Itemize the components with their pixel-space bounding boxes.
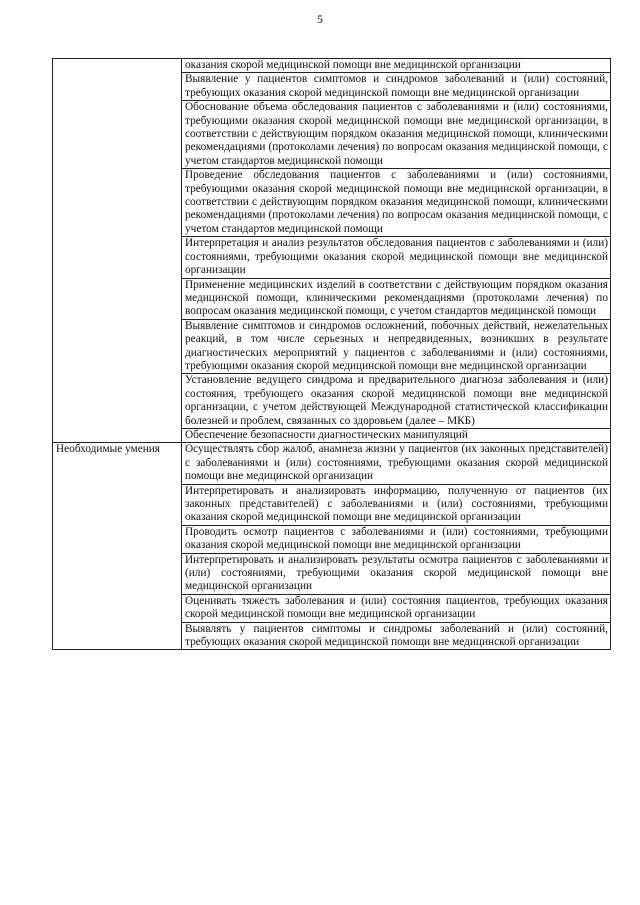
table-cell: оказания скорой медицинской помощи вне медицинской организации <box>182 59 611 73</box>
row-label-cell <box>53 59 182 443</box>
table-cell: Осуществлять сбор жалоб, анамнеза жизни у пациентов (их законных представителей) с заболеваниями и (или) состояниями, требующими оказания скорой медицинской помощи вне медицинской организации <box>182 443 611 484</box>
page-number: 5 <box>317 14 323 26</box>
table-row <box>53 59 611 73</box>
competency-table <box>52 58 611 650</box>
table-cell: Применение медицинских изделий в соответствии с действующим порядком оказания медицинской помощи, клиническими рекомендациями (протоколами лечения) по вопросам оказания медицинской помощи, с учетом стандартов медицинской помощи <box>182 278 611 319</box>
table-cell: Обоснование объема обследования пациентов с заболеваниями и (или) состояниями, требующими оказания скорой медицинской помощи вне медицинской организации, в соответствии с действующим порядком оказания медицинской помощи, клиническими рекомендациями (протоколами лечения) по вопросам оказания медицинской помощи, с учетом стандартов медицинской помощи <box>182 101 611 169</box>
table-cell: Обеспечение безопасности диагностических манипуляций <box>182 428 611 442</box>
table-cell: Проведение обследования пациентов с заболеваниями и (или) состояниями, требующими оказания скорой медицинской помощи вне медицинской организации, в соответствии с действующим порядком оказания медицинской помощи, клиническими рекомендациями (протоколами лечения) по вопросам оказания медицинской помощи, с учетом стандартов медицинской помощи <box>182 169 611 237</box>
table-cell: Проводить осмотр пациентов с заболеваниями и (или) состояниями, требующими оказания скорой медицинской помощи вне медицинской организации <box>182 525 611 553</box>
table-cell: Выявлять у пациентов симптомы и синдромы заболеваний и (или) состояний, требующих оказания скорой медицинской помощи вне медицинской организации <box>182 622 611 650</box>
competency-table-body <box>53 59 611 650</box>
table-cell: Выявление у пациентов симптомов и синдромов заболеваний и (или) состояний, требующих оказания скорой медицинской помощи вне медицинской организации <box>182 73 611 101</box>
table-cell: Выявление симптомов и синдромов осложнений, побочных действий, нежелательных реакций, в том числе серьезных и непредвиденных, возникших в результате диагностических мероприятий у пациентов с заболеваниями и (или) состояниями, требующими оказания скорой медицинской помощи вне медицинской организации <box>182 319 611 374</box>
table-row <box>53 443 611 484</box>
table-cell: Установление ведущего синдрома и предварительного диагноза заболевания и (или) состояния, требующего оказания скорой медицинской помощи вне медицинской организации, с учетом действующей Международной статистической классификации болезней и проблем, связанных со здоровьем (далее – МКБ) <box>182 374 611 429</box>
row-label-necessary-skills: Необходимые умения <box>53 443 182 650</box>
table-cell: Интерпретировать и анализировать результаты осмотра пациентов с заболеваниями и (или) состояниями, требующими оказания скорой медицинской помощи вне медицинской организации <box>182 553 611 594</box>
table-cell: Оценивать тяжесть заболевания и (или) состояния пациентов, требующих оказания скорой медицинской помощи вне медицинской организации <box>182 594 611 622</box>
table-cell: Интерпретировать и анализировать информацию, полученную от пациентов (их законных представителей) с заболеваниями и (или) состояниями, требующими оказания скорой медицинской помощи вне медицинской организации <box>182 484 611 525</box>
table-cell: Интерпретация и анализ результатов обследования пациентов с заболеваниями и (или) состояниями, требующими оказания скорой медицинской помощи вне медицинской организации <box>182 237 611 278</box>
